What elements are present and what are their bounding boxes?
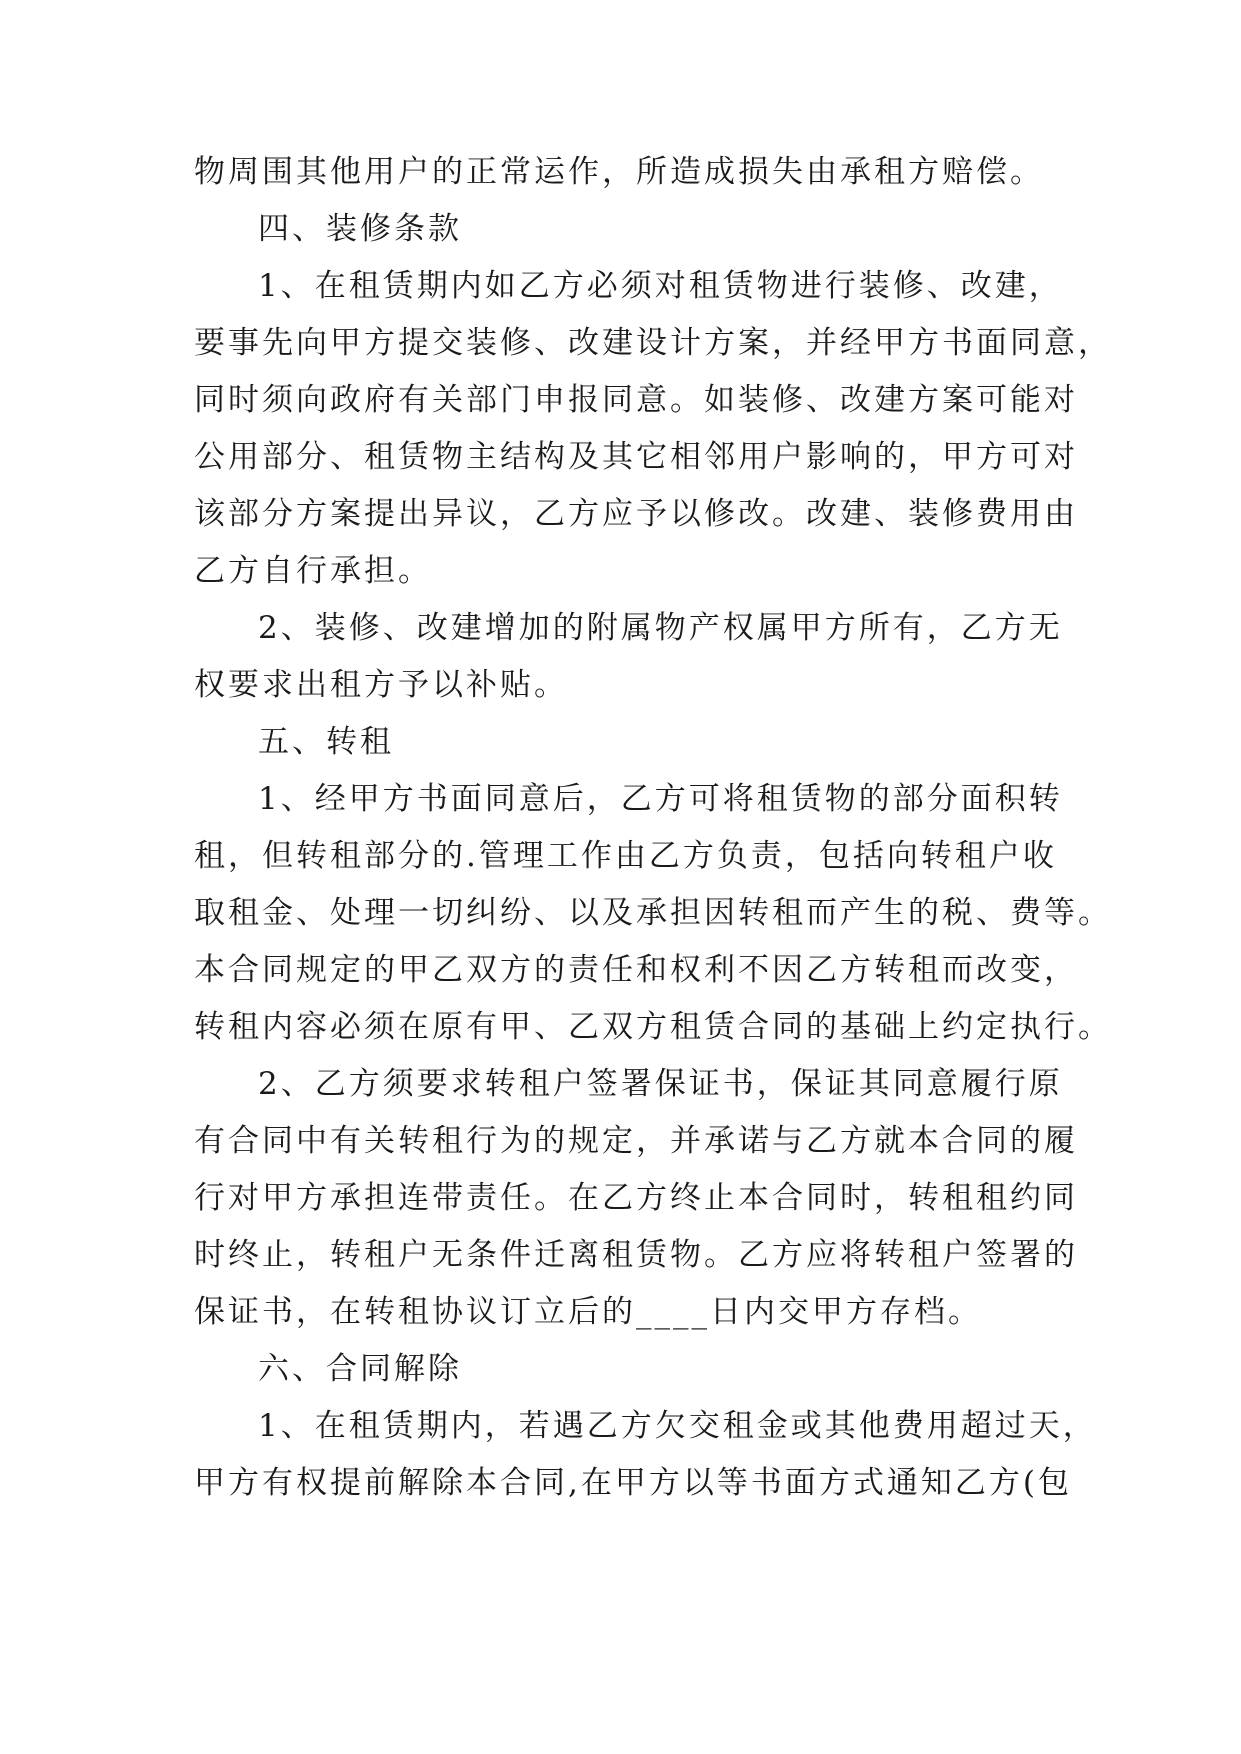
text-line: 转租内容必须在原有甲、乙双方租赁合同的基础上约定执行。 bbox=[194, 1009, 1112, 1045]
section-heading-sublease: 五、转租 bbox=[258, 724, 394, 760]
text-line: 1、在租赁期内如乙方必须对租赁物进行装修、改建， bbox=[258, 268, 1063, 304]
text-line: 权要求出租方予以补贴。 bbox=[194, 667, 568, 703]
text-line: 1、经甲方书面同意后，乙方可将租赁物的部分面积转 bbox=[258, 781, 1063, 817]
text-line: 取租金、处理一切纠纷、以及承担因转租而产生的税、费等。 bbox=[194, 895, 1112, 931]
section-heading-decoration: 四、装修条款 bbox=[258, 211, 462, 247]
text-line: 甲方有权提前解除本合同,在甲方以等书面方式通知乙方(包 bbox=[194, 1465, 1072, 1501]
text-line: 该部分方案提出异议，乙方应予以修改。改建、装修费用由 bbox=[194, 496, 1078, 532]
text-line: 保证书，在转租协议订立后的____日内交甲方存档。 bbox=[194, 1294, 982, 1330]
text-line: 1、在租赁期内，若遇乙方欠交租金或其他费用超过天， bbox=[258, 1408, 1097, 1444]
text-line: 时终止，转租户无条件迁离租赁物。乙方应将转租户签署的 bbox=[194, 1237, 1078, 1273]
text-line: 2、乙方须要求转租户签署保证书，保证其同意履行原 bbox=[258, 1066, 1063, 1102]
text-line: 乙方自行承担。 bbox=[194, 553, 432, 589]
text-line: 有合同中有关转租行为的规定，并承诺与乙方就本合同的履 bbox=[194, 1123, 1078, 1159]
text-line: 物周围其他用户的正常运作，所造成损失由承租方赔偿。 bbox=[194, 154, 1044, 190]
text-line: 要事先向甲方提交装修、改建设计方案，并经甲方书面同意， bbox=[194, 325, 1112, 361]
text-line: 行对甲方承担连带责任。在乙方终止本合同时，转租租约同 bbox=[194, 1180, 1078, 1216]
section-heading-termination: 六、合同解除 bbox=[258, 1351, 462, 1387]
text-line: 本合同规定的甲乙双方的责任和权利不因乙方转租而改变， bbox=[194, 952, 1078, 988]
text-line: 租，但转租部分的.管理工作由乙方负责，包括向转租户收 bbox=[194, 838, 1057, 874]
text-line: 同时须向政府有关部门申报同意。如装修、改建方案可能对 bbox=[194, 382, 1078, 418]
text-line: 公用部分、租赁物主结构及其它相邻用户影响的，甲方可对 bbox=[194, 439, 1078, 475]
text-line: 2、装修、改建增加的附属物产权属甲方所有，乙方无 bbox=[258, 610, 1063, 646]
